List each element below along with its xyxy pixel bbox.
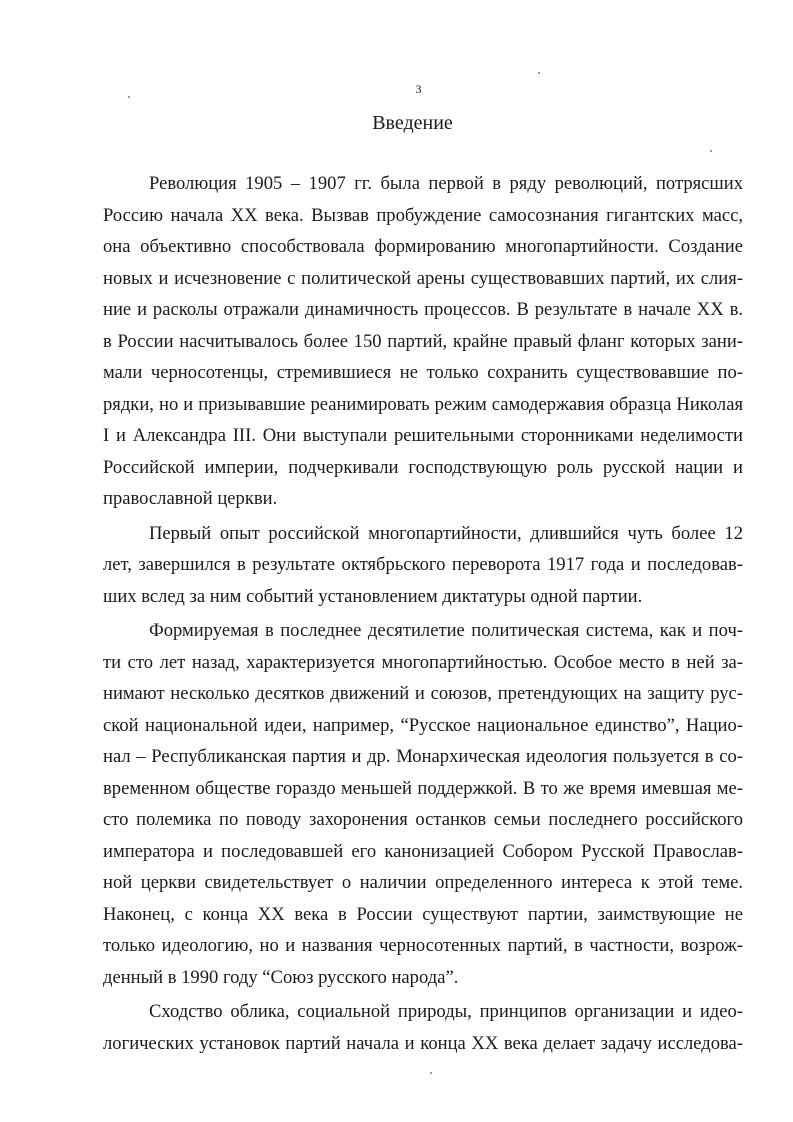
scan-speck bbox=[710, 150, 712, 152]
text-line: I и Александра III. Они выступали решительными сторонниками неделимости bbox=[103, 425, 743, 446]
scan-speck bbox=[128, 96, 130, 98]
text-line: денный в 1990 году “Союз русского народа”. bbox=[103, 966, 459, 988]
text-line: ние и расколы отражали динамичность процессов. В результате в начале XX в. bbox=[103, 299, 743, 320]
text-line: Революция 1905 – 1907 гг. была первой в ряду революций, потрясших bbox=[149, 173, 743, 194]
document-body bbox=[103, 168, 743, 1059]
scan-speck bbox=[430, 1072, 432, 1074]
text-line: Первый опыт российской многопартийности, длившийся чуть более 12 bbox=[149, 522, 743, 544]
page-number: 3 bbox=[415, 82, 422, 96]
text-line: в России насчитывалось более 150 партий, крайне правый фланг которых зани- bbox=[103, 330, 743, 352]
paragraph-4 bbox=[103, 996, 743, 1059]
text-line: сто полемика по поводу захоронения останков семьи последнего российского bbox=[103, 809, 743, 830]
section-title: Введение bbox=[372, 112, 453, 134]
text-line: ти сто лет назад, характеризуется многопартийностью. Особое место в ней за- bbox=[103, 651, 743, 673]
text-line: Формируемая в последнее десятилетие политическая система, как и поч- bbox=[149, 620, 743, 641]
text-line: логических установок партий начала и конца XX века делает задачу исследова- bbox=[103, 1032, 743, 1054]
text-line: ной церкви свидетельствует о наличии определенного интереса к этой теме. bbox=[103, 872, 743, 893]
text-line: православной церкви. bbox=[103, 488, 278, 509]
paragraph-1 bbox=[103, 168, 743, 515]
paragraph-2 bbox=[103, 518, 743, 613]
text-line: новых и исчезновение с политической арены существовавших партий, их слия- bbox=[103, 267, 743, 289]
text-line: ской национальной идеи, например, “Русское национальное единство”, Нацио- bbox=[103, 714, 743, 736]
text-line: рядки, но и призывавшие реанимировать режим самодержавия образца Николая bbox=[103, 393, 743, 415]
text-line: Сходство облика, социальной природы, принципов организации и идео- bbox=[149, 1001, 743, 1022]
text-line: только идеологию, но и названия черносотенных партий, в частности, возрож- bbox=[103, 935, 743, 956]
text-line: она объективно способствовала формированию многопартийности. Создание bbox=[103, 236, 743, 257]
text-line: мали черносотенцы, стремившиеся не только сохранить существовавшие по- bbox=[103, 362, 743, 383]
text-line: Россию начала XX века. Вызвав пробуждение самосознания гигантских масс, bbox=[103, 204, 743, 226]
text-line: императора и последовавшей его канонизацией Собором Русской Православ- bbox=[103, 840, 743, 862]
scan-speck bbox=[538, 72, 540, 74]
text-line: временном обществе гораздо меньшей поддержкой. В то же время имевшая ме- bbox=[103, 777, 743, 799]
text-line: Наконец, с конца XX века в России существуют партии, заимствующие не bbox=[103, 903, 743, 925]
text-line: ших вслед за ним событий установлением диктатуры одной партии. bbox=[103, 585, 643, 607]
paragraph-3 bbox=[103, 615, 743, 993]
text-line: лет, завершился в результате октябрьского переворота 1917 года и последовав- bbox=[103, 554, 743, 575]
text-line: нал – Республиканская партия и др. Монархическая идеология пользуется в со- bbox=[103, 746, 743, 767]
text-line: нимают несколько десятков движений и союзов, претендующих на защиту рус- bbox=[103, 683, 743, 704]
text-line: Российской империи, подчеркивали господствующую роль русской нации и bbox=[103, 456, 743, 478]
